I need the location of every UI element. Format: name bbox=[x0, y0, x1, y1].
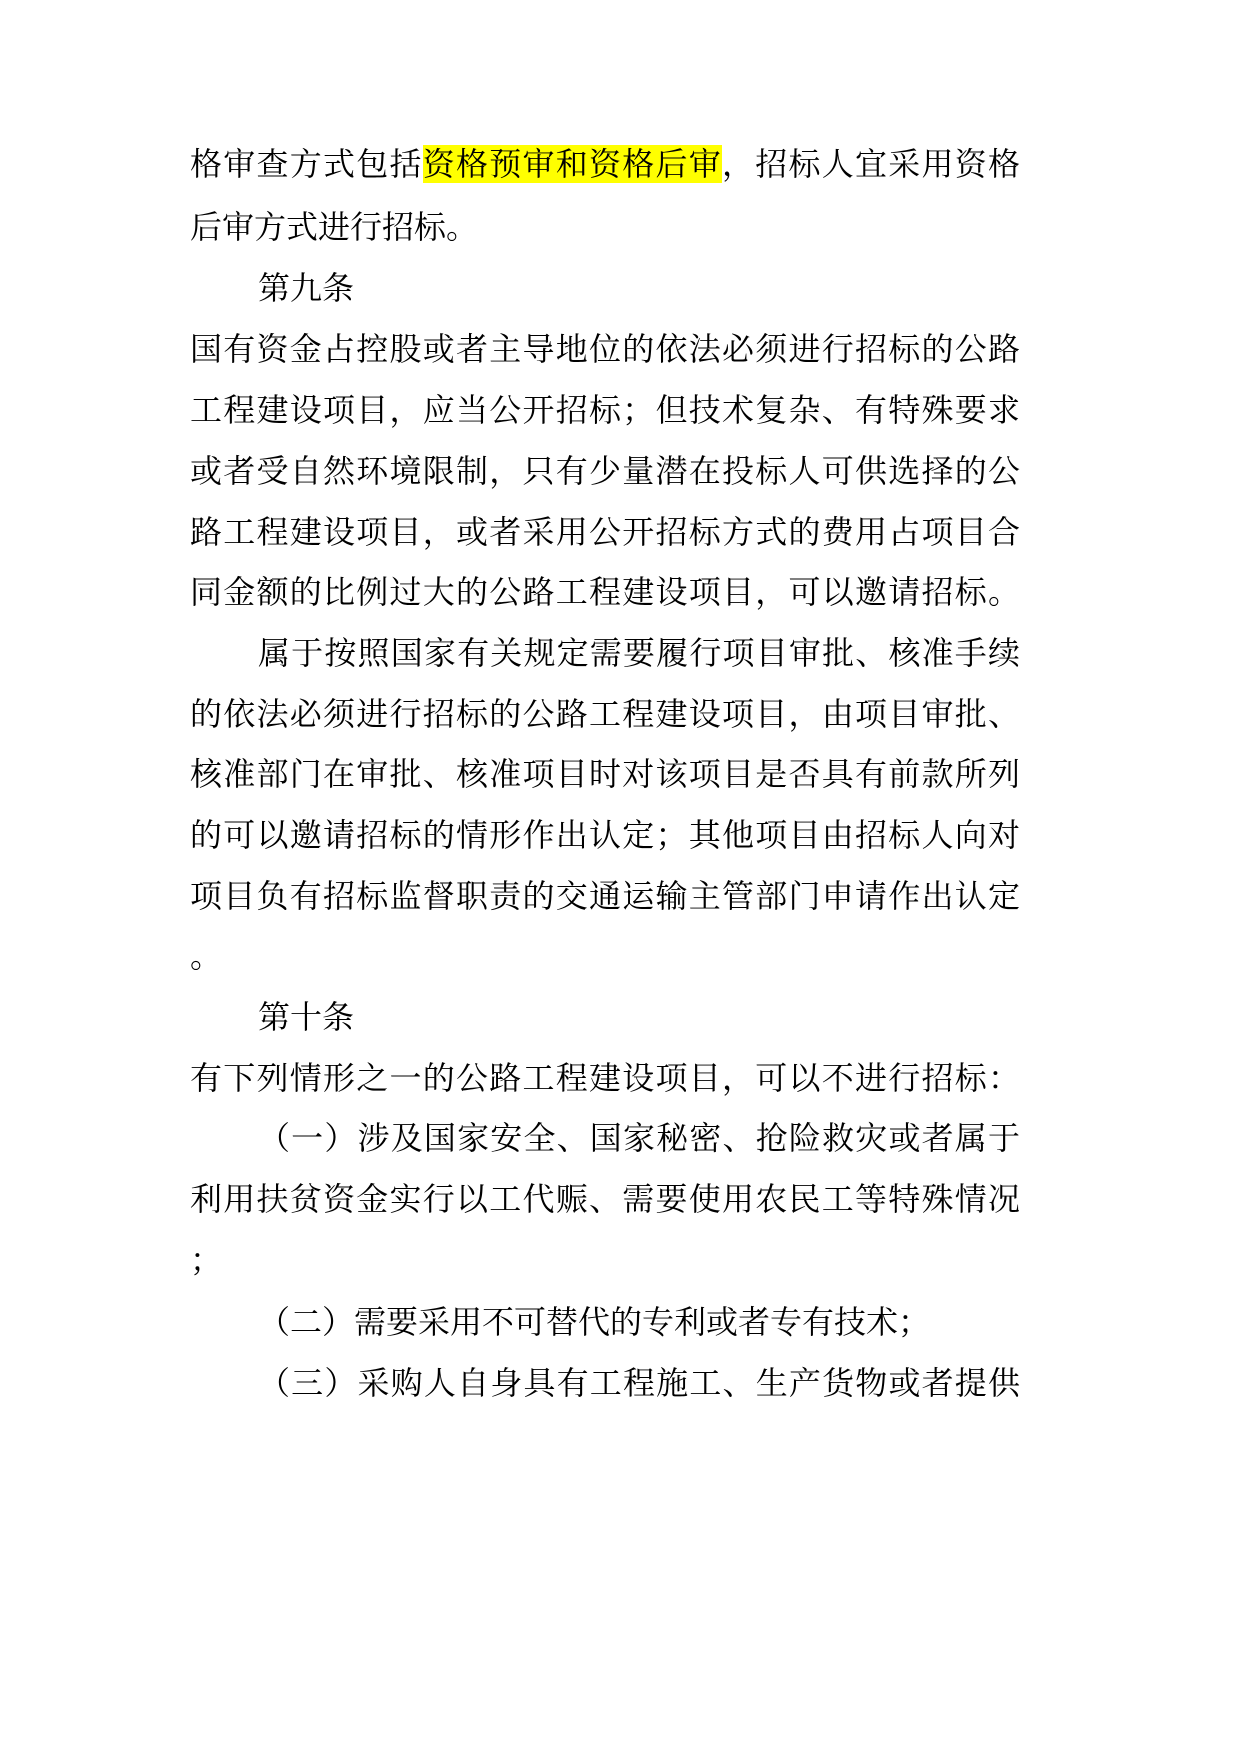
text-line-4: 国有资金占控股或者主导地位的依法必须进行招标的公路 bbox=[190, 330, 1020, 368]
text-line-9: 属于按照国家有关规定需要履行项目审批、核准手续 bbox=[258, 634, 1020, 672]
text-line-17: （一）涉及国家安全、国家秘密、抢险救灾或者属于 bbox=[258, 1119, 1020, 1157]
text-line-5: 工程建设项目，应当公开招标；但技术复杂、有特殊要求 bbox=[190, 391, 1020, 429]
text-segment: ，招标人宜采用资格 bbox=[721, 145, 1020, 183]
text-line-8: 同金额的比例过大的公路工程建设项目，可以邀请招标。 bbox=[190, 573, 1020, 611]
text-line-19: ； bbox=[190, 1241, 223, 1279]
text-line-12: 的可以邀请招标的情形作出认定；其他项目由招标人向对 bbox=[190, 816, 1020, 854]
text-line-18: 利用扶贫资金实行以工代赈、需要使用农民工等特殊情况 bbox=[190, 1180, 1020, 1218]
highlighted-text: 资格预审和资格后审 bbox=[422, 145, 722, 183]
text-line-13: 项目负有招标监督职责的交通运输主管部门申请作出认定 bbox=[190, 877, 1020, 915]
text-line-14: 。 bbox=[190, 937, 223, 975]
text-line-2: 后审方式进行招标。 bbox=[190, 208, 479, 246]
text-line-7: 路工程建设项目，或者采用公开招标方式的费用占项目合 bbox=[190, 513, 1020, 551]
text-line-21: （三）采购人自身具有工程施工、生产货物或者提供 bbox=[258, 1364, 1020, 1402]
text-line-20: （二）需要采用不可替代的专利或者专有技术； bbox=[258, 1303, 931, 1341]
text-segment: 格审查方式包括 bbox=[190, 145, 423, 183]
text-line-10: 的依法必须进行招标的公路工程建设项目，由项目审批、 bbox=[190, 695, 1020, 733]
article-heading-10: 第十条 bbox=[258, 998, 355, 1036]
text-line-1 bbox=[190, 130, 1020, 198]
text-line-11: 核准部门在审批、核准项目时对该项目是否具有前款所列 bbox=[190, 755, 1020, 793]
text-line-16: 有下列情形之一的公路工程建设项目，可以不进行招标： bbox=[190, 1059, 1020, 1097]
text-line-6: 或者受自然环境限制，只有少量潜在投标人可供选择的公 bbox=[190, 452, 1020, 490]
article-heading-9: 第九条 bbox=[258, 269, 355, 307]
